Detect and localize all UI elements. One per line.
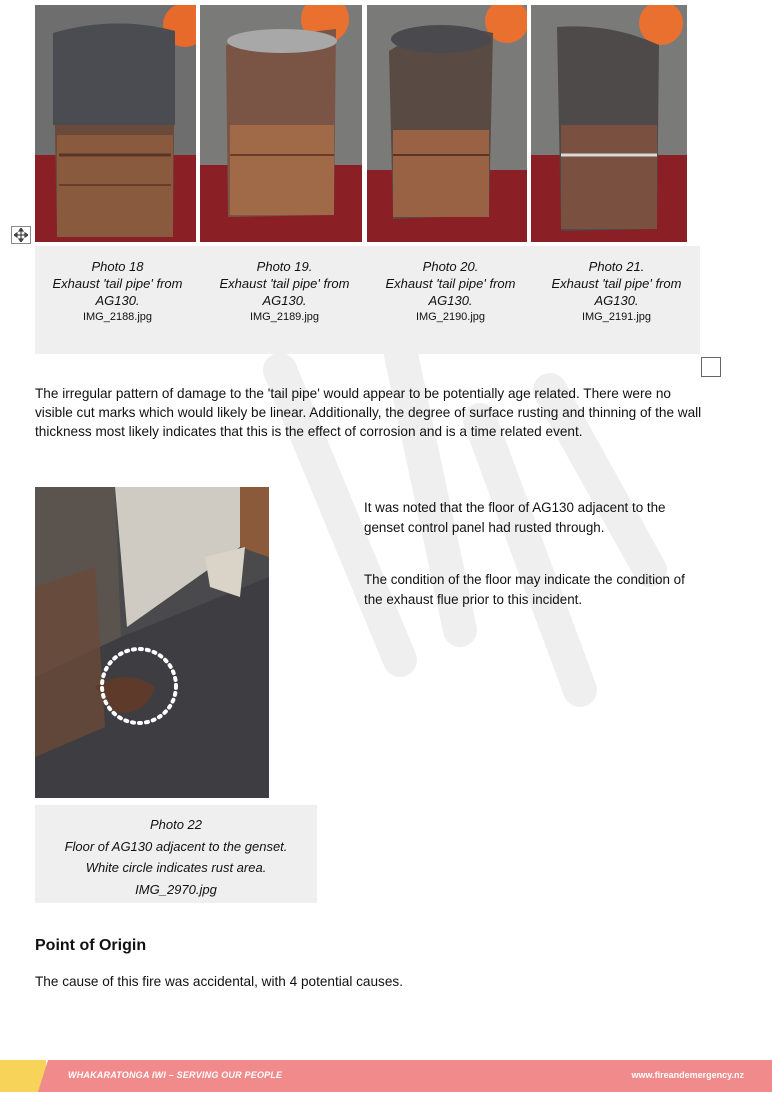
photo-18-file: IMG_2188.jpg xyxy=(82,311,153,323)
photo-21-caption xyxy=(534,258,699,325)
footer-website: www.fireandemergency.nz xyxy=(631,1070,744,1080)
photo-18-title: Photo 18 xyxy=(91,259,144,274)
photo-22-line2: White circle indicates rust area. xyxy=(85,860,267,875)
photo-22-line1: Floor of AG130 adjacent to the genset. xyxy=(64,838,288,854)
page-footer xyxy=(0,1060,772,1092)
photo-18-caption xyxy=(35,258,200,325)
side-text-1: It was noted that the floor of AG130 adjacent to the genset control panel had rusted through. xyxy=(364,500,666,535)
resize-square-icon[interactable] xyxy=(701,357,721,377)
photo-20-desc: Exhaust 'tail pipe' from AG130. xyxy=(385,276,516,308)
table-move-handle[interactable] xyxy=(11,226,31,244)
photo-19-image xyxy=(200,5,362,242)
photo-19-desc: Exhaust 'tail pipe' from AG130. xyxy=(219,276,350,308)
photo-21-desc: Exhaust 'tail pipe' from AG130. xyxy=(551,276,682,308)
footer-yellow-tab xyxy=(0,1060,46,1092)
point-of-origin-text: The cause of this fire was accidental, with 4 potential causes. xyxy=(35,974,403,989)
photo-21-image xyxy=(531,5,687,242)
photo-19-file: IMG_2189.jpg xyxy=(249,311,320,323)
move-arrows-icon xyxy=(14,228,28,242)
photo-19-title: Photo 19. xyxy=(256,259,313,274)
photo-20-caption xyxy=(368,258,533,325)
photo-18-image xyxy=(35,5,196,242)
photo-22-caption xyxy=(35,814,317,900)
damage-paragraph: The irregular pattern of damage to the 'tail pipe' would appear to be potentially age related. There were no visible cut marks which would likely be linear. Additionally, the degree of surface rusting and thinning of the wall thickness most likely indicates that this is the effect of corrosion and is a time related event. xyxy=(35,386,702,439)
photo-19-caption xyxy=(202,258,367,325)
side-text-2: The condition of the floor may indicate the condition of the exhaust flue prior to this incident. xyxy=(364,572,685,607)
photo-21-file: IMG_2191.jpg xyxy=(581,311,652,323)
photo-20-image xyxy=(367,5,527,242)
photo-18-desc: Exhaust 'tail pipe' from AG130. xyxy=(52,276,183,308)
footer-tagline: WHAKARATONGA IWI – SERVING OUR PEOPLE xyxy=(68,1070,283,1080)
point-of-origin-heading: Point of Origin xyxy=(35,937,147,954)
photo-20-title: Photo 20. xyxy=(422,259,479,274)
photo-22-file: IMG_2970.jpg xyxy=(135,881,217,897)
photo-21-title: Photo 21. xyxy=(588,259,645,274)
photo-22-image xyxy=(35,487,269,798)
photo-20-file: IMG_2190.jpg xyxy=(415,311,486,323)
photo-22-title: Photo 22 xyxy=(149,817,203,832)
